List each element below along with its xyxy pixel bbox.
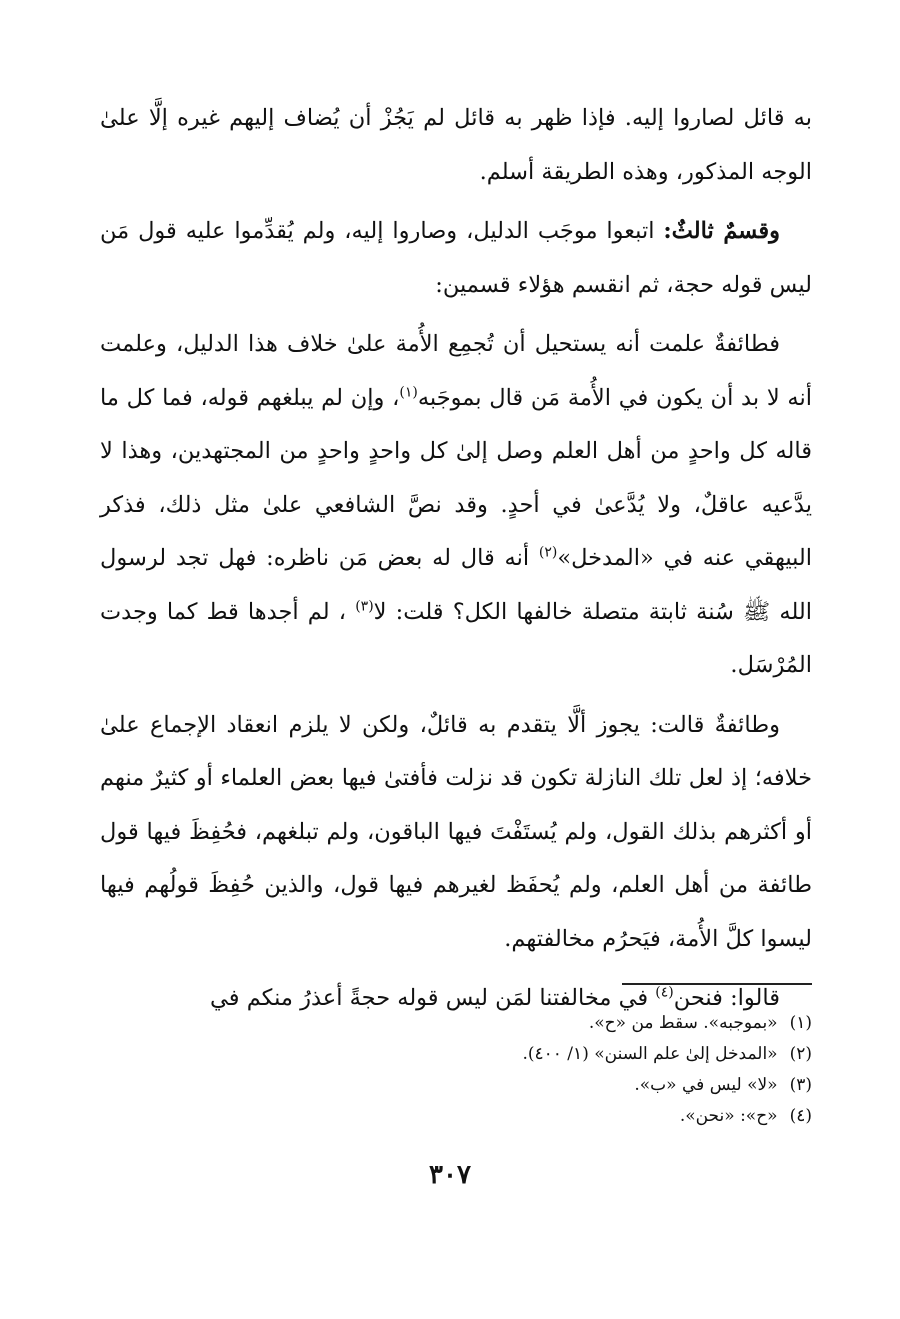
footnote-number: (٤) — [789, 1106, 812, 1126]
paragraph-1 — [100, 92, 812, 199]
footnote-text: «المدخل إلىٰ علم السنن» (١/ ٤٠٠). — [522, 1044, 778, 1064]
footnote-2 — [192, 1039, 812, 1070]
paragraph-4-text: وطائفةٌ قالت: يجوز ألَّا يتقدم به قائلٌ، ولكن لا يلزم انعقاد الإجماع علىٰ خلافه؛ إذ لعل تلك النازلة تكون قد نزلت فأفتىٰ فيها بعض العلماء أو كثيرٌ منهم أو أكثرهم بذلك القول، ولم يُستَفْتَ فيها الباقون، ولم تبلغهم، فحُفِظَ فيها قول طائفة من أهل العلم، ولم يُحفَظ لغيرهم فيها قول، والذين حُفِظَ قولُهم فيها ليسوا كلَّ الأُمة، فيَحرُم مخالفتهم. — [100, 711, 812, 952]
footnote-number: (٣) — [789, 1075, 812, 1095]
paragraph-4 — [100, 699, 812, 967]
footnote-text: «بموجبه». سقط من «ح». — [588, 1013, 778, 1033]
footnote-ref-1[interactable]: (١) — [399, 384, 418, 400]
paragraph-3-text-b: ، وإن لم يبلغهم قوله، فما كل ما قاله كل واحدٍ من أهل العلم وصل إلىٰ كل واحدٍ واحدٍ من المجتهدين، وهذا لا يدَّعيه عاقلٌ، ولا يُدَّعىٰ في أحدٍ. وقد نصَّ الشافعي علىٰ مثل ذلك، فذكر البيهقي عنه في «المدخل» — [100, 384, 813, 571]
footnotes-list — [192, 1008, 812, 1132]
footnote-1 — [192, 1008, 812, 1039]
footnote-text: «ح»: «نحن». — [679, 1106, 778, 1126]
footnote-number: (١) — [789, 1013, 812, 1033]
footnote-number: (٢) — [789, 1044, 812, 1064]
paragraph-3 — [100, 318, 812, 693]
footnote-divider — [622, 983, 812, 985]
footnote-3 — [192, 1070, 812, 1101]
paragraph-2-text: اتبعوا موجَب الدليل، وصاروا إليه، ولم يُقدِّموا عليه قول مَن ليس قوله حجة، ثم انقسم هؤلاء قسمين: — [100, 218, 812, 298]
paragraph-5-text-b: في مخالفتنا لمَن ليس قوله حجةً أعذرُ منكم في — [210, 985, 656, 1011]
footnote-ref-3[interactable]: (٣) — [355, 598, 374, 614]
footnote-ref-4[interactable]: (٤) — [655, 984, 674, 1001]
paragraph-1-text: به قائل لصاروا إليه. فإذا ظهر به قائل لم يَجُزْ أن يُضاف إليهم غيره إلَّا علىٰ الوجه المذكور، وهذه الطريقة أسلم. — [100, 105, 812, 185]
paragraph-3-text-c: أنه قال له بعض مَن ناظره: فهل تجد لرسول الله ﷺ سُنة ثابتة متصلة خالفها الكل؟ قلت: لا — [100, 545, 812, 625]
paragraph-3-text-a: فطائفةٌ علمت أنه يستحيل أن تُجمِع الأُمة علىٰ خلاف هذا الدليل، وعلمت أنه لا بد أن يكون في الأُمة مَن قال بموجَبه — [100, 331, 812, 411]
footnote-4 — [192, 1101, 812, 1132]
paragraph-2-heading: وقسمٌ ثالثٌ: — [663, 218, 781, 244]
paragraph-2 — [100, 205, 812, 312]
page-number: ٣٠٧ — [429, 1160, 471, 1190]
footnote-text: «لا» ليس في «ب». — [634, 1075, 778, 1095]
paragraph-3-text-d: ، لم أجدها قط كما وجدت المُرْسَل. — [100, 598, 812, 678]
paragraph-5-text-a: قالوا: فنحن — [673, 985, 780, 1011]
footnote-ref-2[interactable]: (٢) — [538, 544, 558, 561]
main-text — [100, 92, 812, 1032]
